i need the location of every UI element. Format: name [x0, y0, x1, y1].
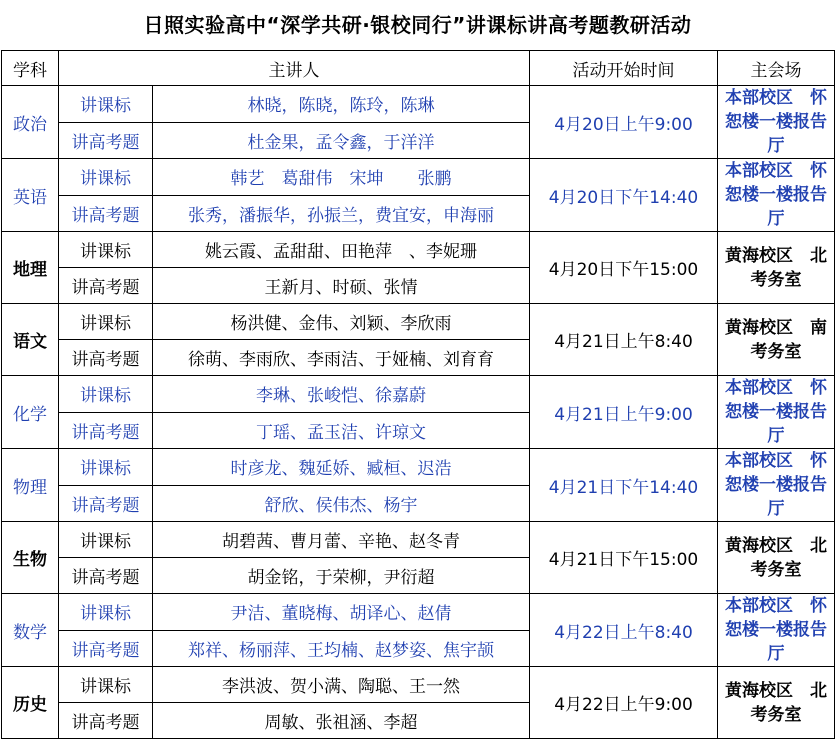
- start-time-cell: 4月21日上午9:00: [530, 376, 718, 449]
- venue-cell: 黄海校区 南考务室: [718, 304, 835, 376]
- subject-cell: 政治: [2, 86, 59, 159]
- start-time-cell: 4月22日上午8:40: [530, 594, 718, 667]
- session-type-cell: 讲课标: [59, 304, 153, 340]
- header-subject: 学科: [2, 51, 59, 86]
- venue-cell: 本部校区 怀恕楼一楼报告厅: [718, 376, 835, 449]
- session-type-cell: 讲高考题: [59, 412, 153, 449]
- schedule-table: [1, 50, 835, 739]
- session-type-cell: 讲课标: [59, 449, 153, 486]
- lecturers-cell: 杨洪健、金伟、刘颖、李欣雨: [153, 304, 530, 340]
- venue-cell: 本部校区 怀恕楼一楼报告厅: [718, 594, 835, 667]
- session-type-cell: 讲高考题: [59, 195, 153, 232]
- subject-cell: 历史: [2, 667, 59, 739]
- header-lecturer: 主讲人: [59, 51, 530, 86]
- subject-cell: 生物: [2, 522, 59, 594]
- session-type-cell: 讲高考题: [59, 340, 153, 376]
- session-type-cell: 讲课标: [59, 159, 153, 196]
- start-time-cell: 4月21日下午15:00: [530, 522, 718, 594]
- session-type-cell: 讲课标: [59, 232, 153, 268]
- venue-cell: 本部校区 怀恕楼一楼报告厅: [718, 86, 835, 159]
- session-type-cell: 讲高考题: [59, 630, 153, 667]
- start-time-cell: 4月21日下午14:40: [530, 449, 718, 522]
- lecturers-cell: 徐萌、李雨欣、李雨洁、于娅楠、刘育育: [153, 340, 530, 376]
- lecturers-cell: 尹洁、董晓梅、胡译心、赵倩: [153, 594, 530, 631]
- lecturers-cell: 舒欣、侯伟杰、杨宇: [153, 485, 530, 522]
- session-type-cell: 讲课标: [59, 86, 153, 123]
- session-type-cell: 讲课标: [59, 522, 153, 558]
- subject-cell: 物理: [2, 449, 59, 522]
- lecturers-cell: 王新月、时硕、张情: [153, 268, 530, 304]
- lecturers-cell: 姚云霞、孟甜甜、田艳萍 、李妮珊: [153, 232, 530, 268]
- session-type-cell: 讲高考题: [59, 703, 153, 739]
- header-venue: 主会场: [718, 51, 835, 86]
- venue-cell: 黄海校区 北考务室: [718, 667, 835, 739]
- subject-cell: 化学: [2, 376, 59, 449]
- subject-cell: 英语: [2, 159, 59, 232]
- venue-cell: 本部校区 怀恕楼一楼报告厅: [718, 449, 835, 522]
- lecturers-cell: 周敏、张祖涵、李超: [153, 703, 530, 739]
- table-row: [2, 232, 835, 268]
- lecturers-cell: 郑祥、杨丽萍、王均楠、赵梦姿、焦宇颉: [153, 630, 530, 667]
- lecturers-cell: 胡碧茜、曹月蕾、辛艳、赵冬青: [153, 522, 530, 558]
- session-type-cell: 讲高考题: [59, 268, 153, 304]
- session-type-cell: 讲高考题: [59, 558, 153, 594]
- lecturers-cell: 丁瑶、孟玉洁、许琼文: [153, 412, 530, 449]
- lecturers-cell: 胡金铭，于荣柳，尹衍超: [153, 558, 530, 594]
- lecturers-cell: 林晓，陈晓，陈玲，陈琳: [153, 86, 530, 123]
- start-time-cell: 4月20日下午15:00: [530, 232, 718, 304]
- session-type-cell: 讲课标: [59, 376, 153, 413]
- table-row: [2, 86, 835, 123]
- start-time-cell: 4月20日下午14:40: [530, 159, 718, 232]
- venue-cell: 黄海校区 北考务室: [718, 232, 835, 304]
- table-row: [2, 522, 835, 558]
- lecturers-cell: 张秀，潘振华，孙振兰，费宜安，申海丽: [153, 195, 530, 232]
- session-type-cell: 讲课标: [59, 594, 153, 631]
- header-row: [2, 51, 835, 86]
- start-time-cell: 4月21日上午8:40: [530, 304, 718, 376]
- table-row: [2, 449, 835, 486]
- subject-cell: 数学: [2, 594, 59, 667]
- subject-cell: 地理: [2, 232, 59, 304]
- venue-cell: 本部校区 怀恕楼一楼报告厅: [718, 159, 835, 232]
- subject-cell: 语文: [2, 304, 59, 376]
- lecturers-cell: 时彦龙、魏延娇、臧桓、迟浩: [153, 449, 530, 486]
- lecturers-cell: 韩艺 葛甜伟 宋坤 张鹏: [153, 159, 530, 196]
- page-title: 日照实验高中“深学共研·银校同行”讲课标讲高考题教研活动: [143, 13, 692, 37]
- table-row: [2, 594, 835, 631]
- start-time-cell: 4月22日上午9:00: [530, 667, 718, 739]
- lecturers-cell: 杜金果，孟令鑫，于洋洋: [153, 122, 530, 159]
- venue-cell: 黄海校区 北考务室: [718, 522, 835, 594]
- start-time-cell: 4月20日上午9:00: [530, 86, 718, 159]
- table-row: [2, 159, 835, 196]
- session-type-cell: 讲高考题: [59, 122, 153, 159]
- lecturers-cell: 李琳、张峻恺、徐嘉蔚: [153, 376, 530, 413]
- schedule-body: [2, 86, 835, 739]
- table-row: [2, 667, 835, 703]
- table-row: [2, 304, 835, 340]
- table-row: [2, 376, 835, 413]
- session-type-cell: 讲高考题: [59, 485, 153, 522]
- session-type-cell: 讲课标: [59, 667, 153, 703]
- header-time: 活动开始时间: [530, 51, 718, 86]
- lecturers-cell: 李洪波、贺小满、陶聪、王一然: [153, 667, 530, 703]
